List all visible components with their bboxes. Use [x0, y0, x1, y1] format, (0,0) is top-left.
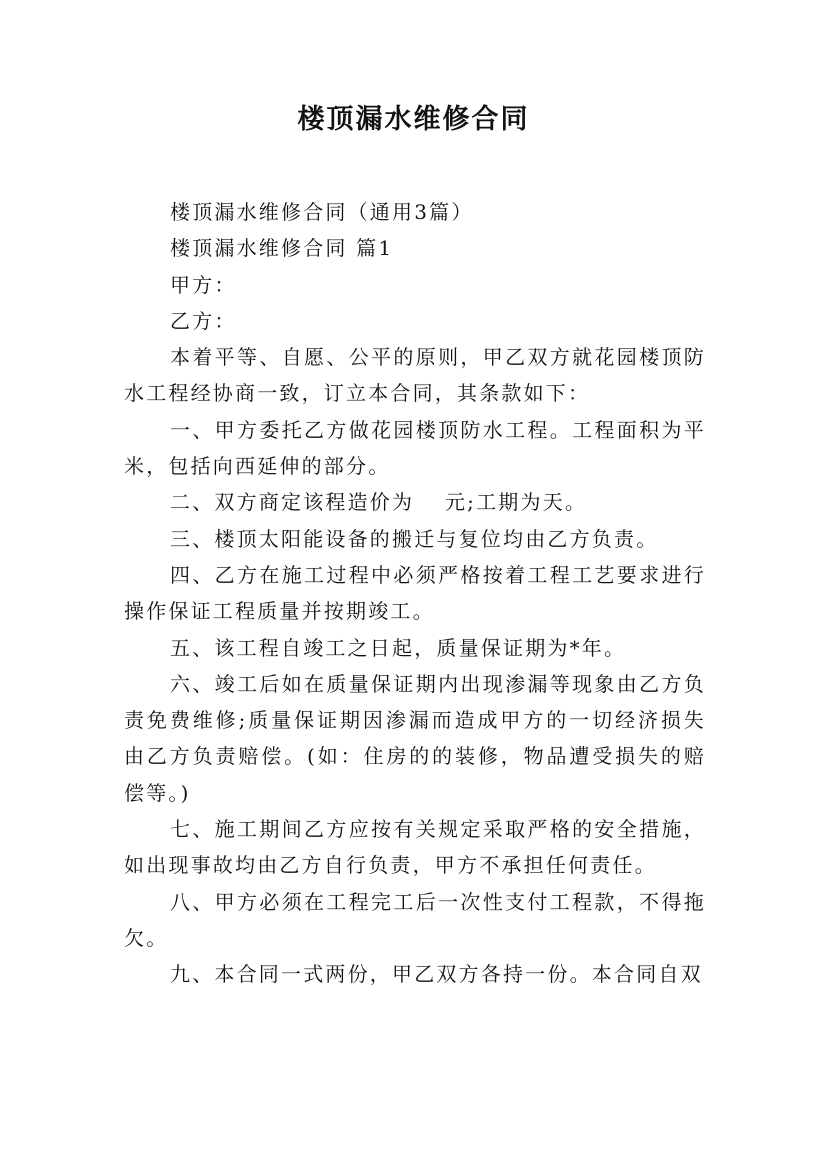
paragraph-party-b: 乙方：	[170, 308, 237, 333]
paragraph-party-a: 甲方：	[170, 272, 237, 297]
paragraph-clause-3: 三、楼顶太阳能设备的搬迁与复位均由乙方负责。	[170, 526, 659, 551]
paragraph-clause-2: 二、双方商定该程造价为 元;工期为天。	[170, 490, 588, 515]
paragraph-clause-4: 四、乙方在施工过程中必须严格按着工程工艺要求进行操作保证工程质量并按期竣工。	[124, 562, 706, 624]
paragraph-clause-8: 八、甲方必须在工程完工后一次性支付工程款，不得拖欠。	[124, 889, 706, 950]
paragraph-preamble: 本着平等、自愿、公平的原则，甲乙双方就花园楼顶防水工程经协商一致，订立本合同，其条款如下：	[124, 345, 706, 406]
document-body	[124, 194, 706, 993]
paragraph-subtitle: 楼顶漏水维修合同（通用3篇）	[170, 200, 474, 224]
paragraph-clause-7: 七、施工期间乙方应按有关规定采取严格的安全措施，如出现事故均由乙方自行负责，甲方不承担任何责任。	[124, 817, 706, 878]
paragraph-clause-9: 九、本合同一式两份，甲乙双方各持一份。本合同自双	[170, 962, 703, 987]
paragraph-clause-5: 五、该工程自竣工之日起，质量保证期为*年。	[170, 635, 627, 660]
paragraph-clause-6: 六、竣工后如在质量保证期内出现渗漏等现象由乙方负责免费维修;质量保证期因渗漏而造成甲方的一切经济损失由乙方负责赔偿。(如：住房的的装修，物品遭受损失的赔偿等。)	[124, 671, 706, 805]
paragraph-section-heading: 楼顶漏水维修合同 篇1	[170, 236, 394, 261]
document-title: 楼顶漏水维修合同	[297, 104, 530, 135]
paragraph-clause-1: 一、甲方委托乙方做花园楼顶防水工程。工程面积为平米，包括向西延伸的部分。	[124, 417, 706, 479]
